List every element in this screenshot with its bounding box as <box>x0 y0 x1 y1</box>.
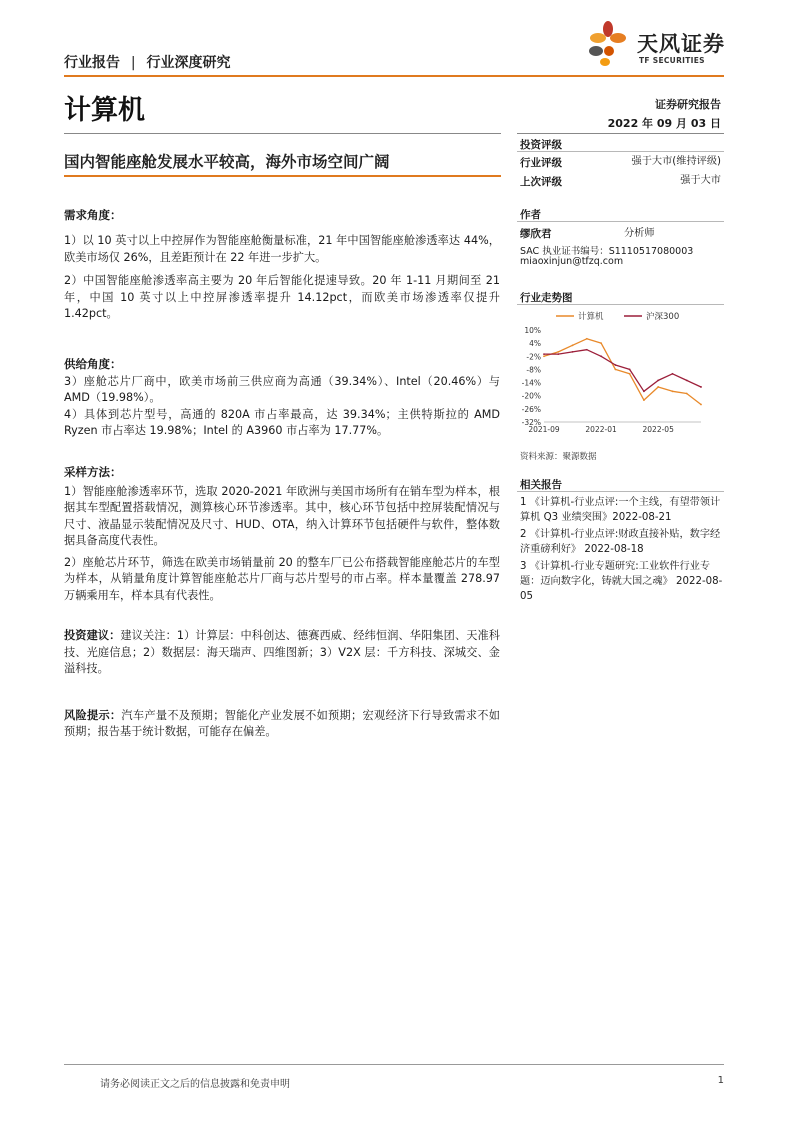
series-point <box>643 390 645 392</box>
series-point <box>686 393 688 395</box>
brand-name-cn: 天风证券 <box>637 32 725 56</box>
demand-point-1: 1）以 10 英寸以上中控屏作为智能座舱衡量标准，21 年中国智能座舱渗透率达 44%，欧美市场仅 26%，且差距预计在 22 年进一步扩大。 <box>64 234 500 264</box>
author-title: 作者 <box>520 209 541 221</box>
series-line <box>544 350 701 392</box>
logo-petal <box>589 46 603 56</box>
series-point <box>543 353 545 355</box>
report-type: 行业报告 <box>64 55 120 71</box>
series-point <box>543 355 545 357</box>
author-name: 缪欣君 <box>520 228 552 240</box>
author-email[interactable]: miaoxinjun@tfzq.com <box>520 256 624 267</box>
rating-title: 投资评级 <box>520 139 562 151</box>
sidebar-rule-top <box>517 133 724 134</box>
series-point <box>572 351 574 353</box>
risk-text: 汽车产量不及预期；智能化产业发展不如预期；宏观经济下行导致需求不如预期；报告基于统计数据，可能存在偏差。 <box>64 708 500 738</box>
author-role: 分析师 <box>624 228 655 239</box>
supply-point-3: 3）座舱芯片厂商中，欧美市场前三供应商为高通（39.34%）、Intel（20.46%）与 AMD（19.98%）。 <box>64 374 500 404</box>
y-tick-label: -32% <box>521 418 541 427</box>
title-rule <box>64 133 501 134</box>
header-separator: | <box>130 55 136 71</box>
y-tick-label: -8% <box>526 365 541 375</box>
series-point <box>657 379 659 381</box>
headline-rule <box>64 175 501 177</box>
brand-logo <box>585 18 735 72</box>
brand-logo-icon <box>585 18 631 68</box>
related-rule <box>517 491 724 492</box>
series-point <box>572 344 574 346</box>
rating-rule <box>517 151 724 152</box>
series-point <box>672 390 674 392</box>
footer-disclaimer: 请务必阅读正文之后的信息披露和免责申明 <box>100 1079 290 1090</box>
y-tick-label: 10% <box>524 326 541 335</box>
demand-title: 需求角度： <box>64 208 122 222</box>
industry-rating-label: 行业评级 <box>520 157 562 169</box>
related-title: 相关报告 <box>520 479 562 491</box>
series-point <box>557 353 559 355</box>
series-point <box>600 355 602 357</box>
investment-advice <box>64 628 500 678</box>
logo-petal <box>600 58 610 66</box>
method-point-2: 2）座舱芯片环节，筛选在欧美市场销量前 20 的整车厂已公布搭载智能座舱芯片的车型为样本，从销量角度计算智能座舱芯片厂商与芯片型号的市占率。样本量覆盖 278.97 万辆乘用车，样本具有代表性。 <box>64 555 500 602</box>
series-point <box>629 369 631 371</box>
report-kind: 证券研究报告 <box>655 98 721 111</box>
brand-name-en: TF SECURITIES <box>639 56 705 65</box>
supply-title: 供给角度： <box>64 356 122 371</box>
page-number: 1 <box>717 1075 724 1086</box>
headline: 国内智能座舱发展水平较高，海外市场空间广阔 <box>64 153 390 171</box>
series-point <box>600 342 602 344</box>
logo-petal <box>610 33 626 43</box>
supply-point-4: 4）具体到芯片型号，高通的 820A 市占率最高，达 39.34%；主供特斯拉的 AMD Ryzen 市占率达 19.98%；Intel 的 A3960 市占率为 17.77%。 <box>64 407 500 437</box>
related-item[interactable]: 3 《计算机-行业专题研究:工业软件行业专题：迈向数字化，铸就大国之魂》 2022-08-05 <box>520 561 723 602</box>
series-point <box>557 351 559 353</box>
related-item[interactable]: 1 《计算机-行业点评:一个主线，有望带领计算机 Q3 业绩突围》2022-08-21 <box>520 497 721 523</box>
chart-title: 行业走势图 <box>520 292 573 304</box>
chart-source: 资料来源：聚源数据 <box>520 452 597 462</box>
related-list <box>520 495 724 604</box>
series-point <box>700 404 702 406</box>
series-point <box>686 379 688 381</box>
series-point <box>672 373 674 375</box>
main-body <box>64 207 500 741</box>
y-tick-label: -2% <box>526 352 541 362</box>
risk-title: 风险提示： <box>64 708 122 722</box>
series-point <box>657 386 659 388</box>
related-item[interactable]: 2 《计算机-行业点评:财政直接补贴，数字经济重磅利好》 2022-08-18 <box>520 529 721 555</box>
logo-petal <box>603 21 613 37</box>
method-point-1: 1）智能座舱渗透率环节，选取 2020-2021 年欧洲与美国市场所有在销车型为样本，根据其车型配置搭载情况，测算核心环节渗透率。其中，核心环节包括中控屏装配情况与尺寸、液晶显示装配情况及尺寸、HUD、OTA，纳入计算环节包括硬件与软件，整体数据具备高度代表性。 <box>64 484 500 547</box>
series-point <box>614 364 616 366</box>
author-rule <box>517 221 724 222</box>
chart-rule <box>517 304 724 305</box>
logo-petal <box>604 46 614 56</box>
author-license: SAC 执业证书编号：S1110517080003 <box>520 246 694 257</box>
series-point <box>629 373 631 375</box>
y-tick-label: -14% <box>521 378 541 388</box>
sector-title: 计算机 <box>64 95 145 126</box>
x-tick-label: 2021-09 <box>528 425 560 434</box>
report-type-line <box>64 52 230 72</box>
series-point <box>586 338 588 340</box>
x-tick-label: 2022-05 <box>642 425 674 434</box>
investment-text: 建议关注：1）计算层：中科创达、德赛西威、经纬恒润、华阳集团、天准科技、光庭信息；2）数据层：海天瑞声、四维图新；3）V2X 层：千方科技、深城交、金溢科技。 <box>64 629 500 675</box>
footer-rule <box>64 1064 724 1065</box>
industry-rating-value: 强于大市(维持评级) <box>631 156 721 167</box>
y-tick-label: 4% <box>529 339 541 349</box>
report-subtype: 行业深度研究 <box>146 55 231 71</box>
series-point <box>614 369 616 371</box>
series-point <box>643 399 645 401</box>
demand-point-2: 2）中国智能座舱渗透率高主要为 20 年后智能化提速导致。20 年 1-11 月期间至 21 年，中国 10 英寸以上中控屏渗透率提升 14.12pct，而欧美市场渗透率仅提升 1.42pct。 <box>64 274 500 320</box>
previous-rating-label: 上次评级 <box>520 176 562 188</box>
method-title: 采样方法： <box>64 464 122 479</box>
report-date: 2022 年 09 月 03 日 <box>607 117 721 130</box>
y-tick-label: -26% <box>521 404 541 414</box>
investment-title: 投资建议： <box>64 629 121 642</box>
y-tick-label: -20% <box>521 391 541 401</box>
series-point <box>700 386 702 388</box>
previous-rating-value: 强于大市 <box>680 175 721 186</box>
trend-chart <box>516 308 726 443</box>
series-line <box>544 339 701 405</box>
logo-petal <box>590 33 606 43</box>
series-point <box>586 349 588 351</box>
x-tick-label: 2022-01 <box>585 425 617 434</box>
header-rule <box>64 75 724 77</box>
legend-label: 计算机 <box>578 312 604 322</box>
legend-label: 沪深300 <box>646 312 680 322</box>
risk-warning <box>64 708 500 741</box>
